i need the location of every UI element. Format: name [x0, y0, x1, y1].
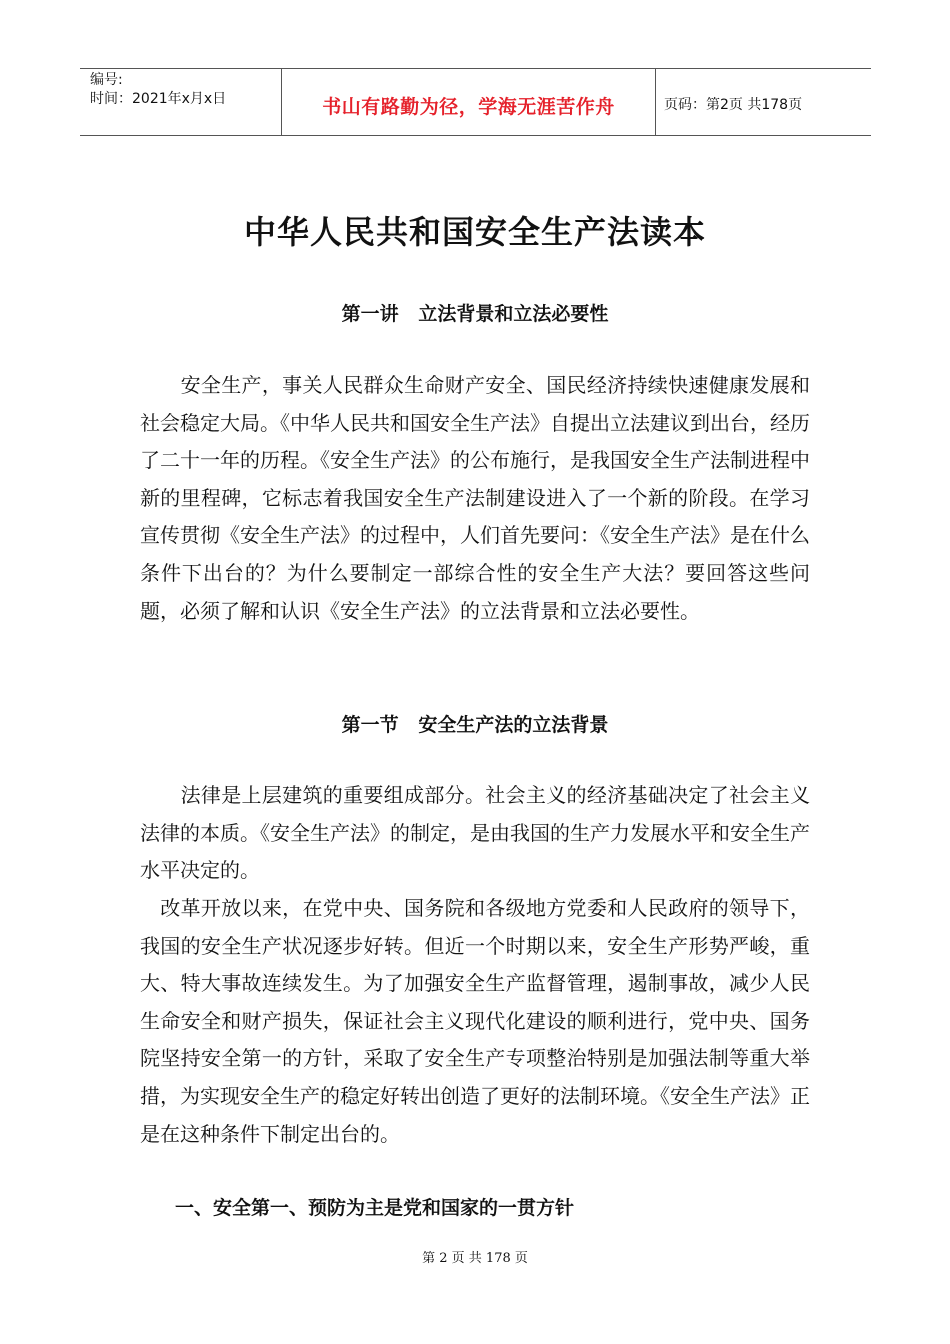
intro-paragraph: 安全生产，事关人民群众生命财产安全、国民经济持续快速健康发展和社会稳定大局。《中华人民共和国安全生产法》自提出立法建议到出台，经历了二十一年的历程。《安全生产法》的公布施行，是我国安全生产法制进程中新的里程碑，它标志着我国安全生产法制建设进入了一个新的阶段。在学习宣传贯彻《安全生产法》的过程中，人们首先要问：《安全生产法》是在什么条件下出台的？为什么要制定一部综合性的安全生产大法？要回答这些问题，必须了解和认识《安全生产法》的立法背景和立法必要性。: [140, 373, 810, 623]
document-title: 中华人民共和国安全生产法读本: [243, 213, 706, 251]
header-motto: 书山有路勤为径，学海无涯苦作舟: [322, 96, 615, 118]
header-bottom-rule: [80, 135, 871, 136]
header-meta: [90, 71, 226, 109]
header-page-info: 页码：第2页 共178页: [664, 97, 803, 113]
number-label: 编号:: [90, 72, 123, 88]
subheading-1: 一、安全第一、预防为主是党和国家的一贯方针: [175, 1197, 575, 1219]
header-top-rule: [80, 68, 871, 69]
section-paragraph-2: 改革开放以来，在党中央、国务院和各级地方党委和人民政府的领导下，我国的安全生产状况逐步好转。但近一个时期以来，安全生产形势严峻，重大、特大事故连续发生。为了加强安全生产监督管理，遏制事故，减少人民生命安全和财产损失，保证社会主义现代化建设的顺利进行，党中央、国务院坚持安全第一的方针，采取了安全生产专项整治特别是加强法制等重大举措，为实现安全生产的稳定好转出创造了更好的法制环境。《安全生产法》正是在这种条件下制定出台的。: [140, 896, 810, 1146]
header-divider-right: [655, 68, 656, 135]
section-heading: 第一节 安全生产法的立法背景: [341, 714, 609, 736]
date-label: 时间：2021年x月x日: [90, 91, 227, 107]
section-paragraph-1: 法律是上层建筑的重要组成部分。社会主义的经济基础决定了社会主义法律的本质。《安全生产法》的制定，是由我国的生产力发展水平和安全生产水平决定的。: [140, 783, 810, 883]
lecture-heading: 第一讲 立法背景和立法必要性: [341, 303, 609, 325]
page-footer: 第 2 页 共 178 页: [422, 1251, 528, 1266]
